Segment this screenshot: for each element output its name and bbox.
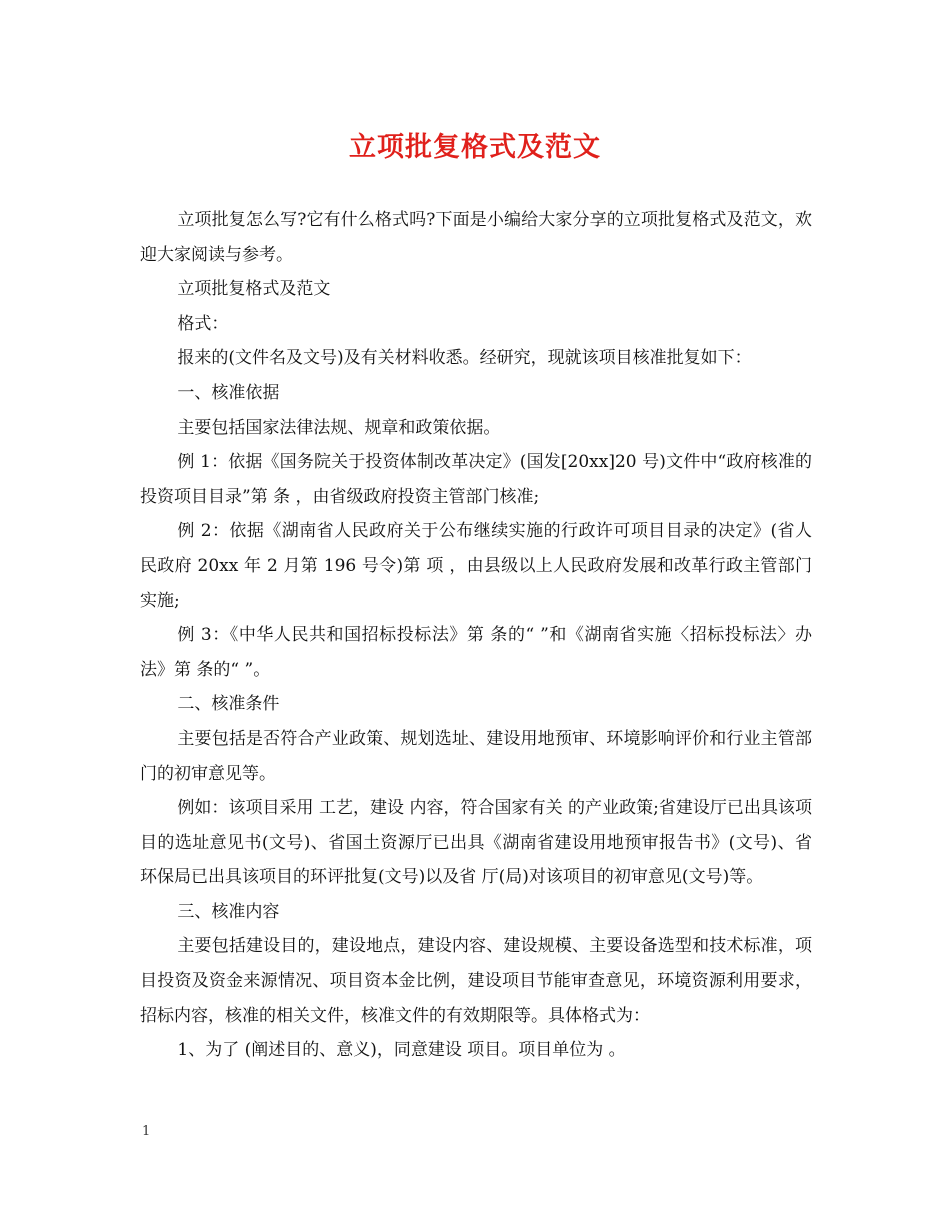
paragraph: 格式：	[177, 313, 229, 334]
paragraph: 例 2：依据《湖南省人民政府关于公布继续实施的行政许可项目目录的决定》(省人民政府 20xx 年 2 月第 196 号令)第 项 ，由县级以上人民政府发展和改革行政主管部门实施;	[140, 521, 812, 611]
section-heading: 一、核准依据	[177, 382, 280, 403]
paragraph: 例 1：依据《国务院关于投资体制改革决定》(国发[20xx]20 号)文件中“政府核准的投资项目目录”第 条 ，由省级政府投资主管部门核准;	[140, 452, 812, 507]
page-number: 1	[142, 1124, 151, 1139]
paragraph: 主要包括是否符合产业政策、规划选址、建设用地预审、环境影响评价和行业主管部门的初审意见等。	[140, 728, 812, 784]
paragraph: 立项批复怎么写?它有什么格式吗?下面是小编给大家分享的立项批复格式及范文，欢迎大家阅读与参考。	[140, 210, 812, 265]
paragraph: 报来的(文件名及文号)及有关材料收悉。经研究，现就该项目核准批复如下：	[177, 348, 752, 369]
paragraph: 主要包括建设目的，建设地点，建设内容、建设规模、主要设备选型和技术标准，项目投资及资金来源情况、项目资本金比例，建设项目节能审查意见，环境资源利用要求，招标内容，核准的相关文件，核准文件的有效期限等。具体格式为：	[140, 936, 812, 1026]
paragraph: 1、为了 (阐述目的、意义)，同意建设 项目。项目单位为 。	[177, 1040, 626, 1061]
paragraph: 主要包括国家法律法规、规章和政策依据。	[177, 417, 501, 438]
paragraph: 立项批复格式及范文	[177, 279, 331, 300]
document-body	[140, 203, 812, 1068]
document-title: 立项批复格式及范文	[349, 132, 601, 163]
section-heading: 二、核准条件	[177, 694, 280, 715]
paragraph: 例 3：《中华人民共和国招标投标法》第 条的“ ”和《湖南省实施〈招标投标法〉办法》第 条的“ ”。	[140, 625, 812, 680]
paragraph: 例如：该项目采用 工艺，建设 内容，符合国家有关 的产业政策;省建设厅已出具该项目的选址意见书(文号)、省国土资源厅已出具《湖南省建设用地预审报告书》(文号)、省环保局已出具该项目的环评批复(文号)以及省 厅(局)对该项目的初审意见(文号)等。	[140, 798, 812, 888]
section-heading: 三、核准内容	[177, 901, 280, 922]
